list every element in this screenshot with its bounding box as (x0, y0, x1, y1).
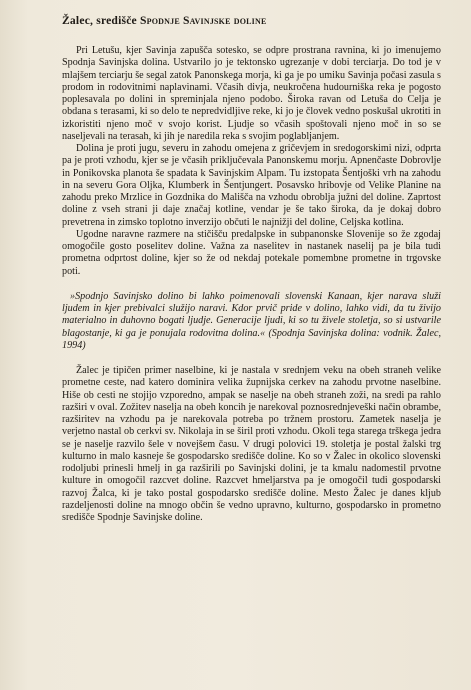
quote-source: (Spodnja Savinjska dolina: vodnik. Žalec, 1994) (62, 327, 441, 351)
heading-small-caps: Spodnje Savinjske doline (140, 14, 267, 27)
page-heading (62, 14, 441, 28)
heading-prefix: Žalec, središče (62, 14, 141, 27)
paragraph-2: Dolina je proti jugu, severu in zahodu omejena z gričevjem in sredogorskimi nizi, odprta pa je proti vzhodu, kjer se je včasih priključevala Panonskemu morju. Apnenčaste Dobrovlje in Ponikovska planota še spadata k Savinjskim Alpam. Tu izstopata Šentjoški vrh na zahodu in na severu Gora Oljka, Klumberk in Šentjungert. Posavsko hribovje od Velike Planine na zahodu preko Mrzlice in Gozdnika do Mališča na vzhodu obroblja južni del doline. Zaprtost doline z vseh strani ji daje značaj kotline, vendar je še tako široka, da je dokaj dobro prevetrena in zimsko toplotno inverzijo občuti le najnižji del doline, Celjska kotlina. (62, 143, 441, 228)
block-quote (62, 291, 441, 352)
paragraph-4: Žalec je tipičen primer naselbine, ki je nastala v srednjem veku na obeh straneh velike prometne ceste, nad katero dominira velika župnijska cerkev na zahodu prvotne naselbine. Hiše ob cesti ne stojijo vzporedno, ampak se naselje na obeh straneh zoži, na sredi pa rahlo razširi v oval. Zožitev naselja na obeh koncih je narekoval poznosrednjeveški način obrambe, razširitev na vzhodu pa je narekovala potreba po tržnem prostoru. Zametek naselja je verjetno nastal ob cerkvi sv. Nikolaja in se širil proti vzhodu. Okoli tega starega trškega jedra se je naselje razvilo šele v novejšem času. V drugi polovici 19. stoletja je postal žalski trg kulturno in malo kasneje še gospodarsko središče doline. Ko so v Žalec in okolico slovenski rodoljubi prinesli hmelj in ga razširili po Savinjski dolini, je ta kmalu nadomestil prvotne kulture in omogočil razcvet doline. Razcvet hmeljarstva pa je omogočil tudi gospodarski razvoj Žalca, ki je tako postal gospodarsko središče doline. Mesto Žalec je danes kljub razdeljenosti doline na mnogo občin še vedno upravno, kulturno, gospodarsko in prometno središče Spodnje Savinjske doline. (62, 365, 441, 523)
paragraph-3: Ugodne naravne razmere na stičišču predalpske in subpanonske Slovenije so že zgodaj omogočile gosto poselitev doline. Važna za naselitev in nastanek naselij pa je bila tudi prometna odprtost doline, kjer so že od nekdaj potekale pomembne prometne in trgovske poti. (62, 228, 441, 277)
paragraph-1: Pri Letušu, kjer Savinja zapušča sotesko, se odpre prostrana ravnina, ki jo imenujemo Spodnja Savinjska dolina. Ustvarilo jo je tektonsko ugrezanje v dobi terciarja. Do tod je v mlajšem terciarju še segal zatok Panonskega morja, ki ga je po umiku Savinja počasi zasula s prodom in rodovitnimi naplavinami. Včasih divja, neukročena hudourniška reka je pogosto poplesavala po dolini in spreminjala njeno podobo. Široka ravan od Letuša do Celja je obdana s terasami, ki so delo te nepredvidljive reke, ki jo je človek vedno poskušal ukrotiti in izkoristiti njeno moč v svojo korist. Ljudje so včasih spoštovali njeno moč in so se naseljevali na terasah, ki jih je naredila reka s svojim poglabljanjem. (62, 45, 441, 142)
quote-text: »Spodnjo Savinjsko dolino bi lahko poimenovali slovenski Kanaan, kjer narava služi ljudem in kjer prebivalci služijo naravi. Kdor prvič pride v dolino, lahko vidi, da tu živijo materialno in duhovno bogati ljudje. Generacije ljudi, ki so tu živele stoletja, so si ustvarile blagostanje, ki ga je ponujala rodovitna dolina.« (62, 290, 441, 339)
